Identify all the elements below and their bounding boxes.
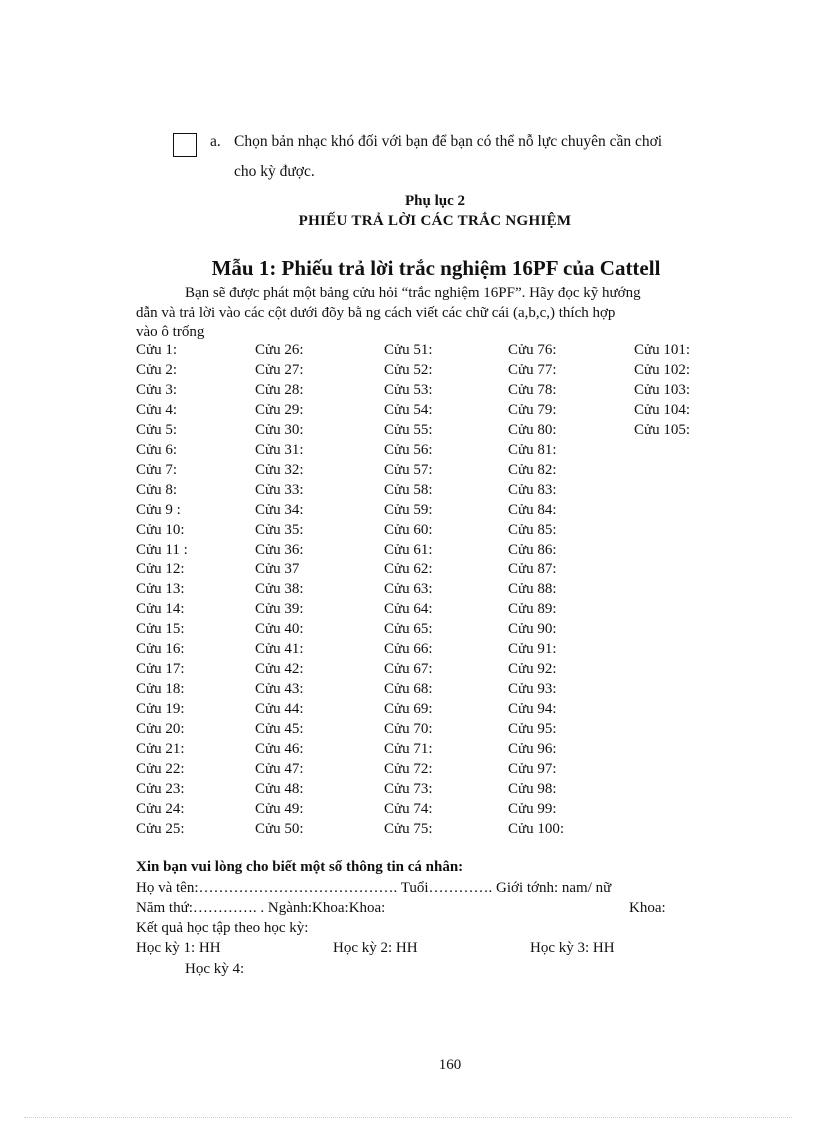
answer-item: Cửu 60: [384,521,433,538]
option-text-line2: cho kỳ được. [234,163,315,180]
option-text-line1: Chọn bản nhạc khó đối với bạn để bạn có thể nỗ lực chuyên cần chơi [234,133,663,150]
answer-item: Cửu 28: [255,381,304,398]
answer-item: Cửu 3: [136,381,178,398]
answer-item: Cửu 94: [508,701,557,718]
answer-item: Cửu 7: [136,461,178,478]
answer-item: Cửu 63: [384,581,433,598]
answer-item: Cửu 61: [384,541,433,558]
answer-item: Cửu 79: [508,401,557,418]
answer-item: Cửu 80: [508,421,557,438]
answer-item: Cửu 75: [384,820,433,837]
answer-item: Cửu 32: [255,461,304,478]
page-number: 160 [438,1057,462,1073]
answer-item: Cửu 26: [255,342,304,358]
answer-item: Cửu 47: [255,761,304,778]
answer-item: Cửu 88: [508,581,557,598]
khoa-label: Khoa: [629,900,666,916]
answer-item: Cửu 82: [508,461,557,478]
answer-item: Cửu 6: [136,441,178,458]
answer-item: Cửu 2: [136,361,178,378]
answer-item: Cửu 77: [508,361,557,378]
answer-item: Cửu 27: [255,361,304,378]
answer-item: Cửu 87: [508,561,557,578]
answer-item: Cửu 78: [508,381,557,398]
answer-item: Cửu 72: [384,761,433,778]
answer-item: Cửu 101: [634,342,691,358]
answer-item: Cửu 86: [508,541,557,558]
answer-item: Cửu 56: [384,441,433,458]
answer-item: Cửu 99: [508,800,557,817]
semester-3: Học kỳ 3: HH [530,940,615,956]
answer-item: Cửu 33: [255,481,304,498]
answer-item: Cửu 81: [508,441,557,458]
answer-item: Cửu 22: [136,761,185,778]
semester-4: Học kỳ 4: [185,961,245,977]
answer-item: Cửu 48: [255,780,304,797]
answer-item: Cửu 38: [255,581,304,598]
answer-item: Cửu 39: [255,601,304,618]
answer-item: Cửu 90: [508,621,557,638]
answer-item: Cửu 5: [136,421,178,438]
answer-item: Cửu 34: [255,501,304,518]
form-title: Mẫu 1: Phiếu trả lời trắc nghiệm 16PF của Cattell [211,256,661,280]
answer-item: Cửu 64: [384,601,433,618]
answer-column-5 [634,341,690,441]
answer-item: Cửu 14: [136,601,185,618]
answer-item: Cửu 83: [508,481,557,498]
answer-item: Cửu 12: [136,561,185,578]
answer-column-3 [384,341,433,840]
option-letter: a. [210,133,221,150]
intro-line1: Bạn sẽ được phát một bảng cửu hỏi “trắc nghiệm 16PF”. Hãy đọc kỹ hướng [185,285,641,301]
answer-item: Cửu 105: [634,421,691,438]
answer-item: Cửu 55: [384,421,433,438]
answer-item: Cửu 41: [255,641,304,658]
results-label: Kết quả học tập theo học kỳ: [136,920,309,936]
answer-item: Cửu 44: [255,701,304,718]
answer-item: Cửu 43: [255,681,304,698]
answer-item: Cửu 21: [136,741,185,758]
answer-item: Cửu 93: [508,681,557,698]
answer-item: Cửu 24: [136,800,185,817]
answer-item: Cửu 71: [384,741,433,758]
answer-item: Cửu 57: [384,461,433,478]
intro-line2: dẫn và trả lời vào các cột dưới đõy bằ ng cách viết các chữ cái (a,b,c,) thích hợp [136,305,616,321]
answer-item: Cửu 20: [136,721,185,738]
answer-item: Cửu 97: [508,761,557,778]
answer-item: Cửu 66: [384,641,433,658]
option-checkbox[interactable] [173,133,197,157]
semester-1: Học kỳ 1: HH [136,940,221,956]
answer-item: Cửu 58: [384,481,433,498]
answer-item: Cửu 62: [384,561,433,578]
answer-item: Cửu 74: [384,800,433,817]
answer-item: Cửu 40: [255,621,304,638]
answer-item: Cửu 9 : [136,501,181,518]
answer-item: Cửu 35: [255,521,304,538]
answer-item: Cửu 100: [508,820,565,837]
answer-item: Cửu 18: [136,681,185,698]
personal-info-heading: Xin bạn vui lòng cho biết một số thông tin cá nhân: [136,859,464,875]
answer-item: Cửu 36: [255,541,304,558]
answer-item: Cửu 85: [508,521,557,538]
answer-column-2 [255,341,304,840]
appendix-subtitle: PHIẾU TRẢ LỜI CÁC TRẮC NGHIỆM [298,213,572,229]
answer-item: Cửu 65: [384,621,433,638]
name-age-gender-line: Họ và tên:…………………………………. Tuổi…………. Giới tớnh: nam/ nữ [136,880,612,896]
answer-item: Cửu 15: [136,621,185,638]
answer-item: Cửu 31: [255,441,304,458]
answer-item: Cửu 42: [255,661,304,678]
answer-item: Cửu 92: [508,661,557,678]
answer-item: Cửu 84: [508,501,557,518]
answer-item: Cửu 76: [508,342,557,358]
year-major-line: Năm thứ:…………. . Ngành:Khoa:Khoa: [136,900,386,916]
answer-item: Cửu 59: [384,501,433,518]
answer-item: Cửu 69: [384,701,433,718]
answer-item: Cửu 49: [255,800,304,817]
answer-item: Cửu 53: [384,381,433,398]
answer-item: Cửu 103: [634,381,691,398]
answer-item: Cửu 104: [634,401,691,418]
answer-item: Cửu 23: [136,780,185,797]
answer-item: Cửu 8: [136,481,178,498]
answer-item: Cửu 4: [136,401,178,418]
answer-item: Cửu 102: [634,361,691,378]
answer-item: Cửu 51: [384,342,433,358]
answer-item: Cửu 54: [384,401,433,418]
answer-item: Cửu 13: [136,581,185,598]
answer-item: Cửu 25: [136,820,185,837]
answer-item: Cửu 91: [508,641,557,658]
answer-item: Cửu 10: [136,521,185,538]
answer-item: Cửu 29: [255,401,304,418]
answer-item: Cửu 19: [136,701,185,718]
answer-item: Cửu 70: [384,721,433,738]
answer-item: Cửu 68: [384,681,433,698]
answer-item: Cửu 30: [255,421,304,438]
answer-item: Cửu 16: [136,641,185,658]
answer-item: Cửu 98: [508,780,557,797]
answer-item: Cửu 11 : [136,541,188,558]
page-bottom-divider [24,1117,792,1118]
answer-item: Cửu 46: [255,741,304,758]
answer-column-4 [508,341,564,840]
appendix-label: Phụ lục 2 [404,193,465,209]
answer-item: Cửu 17: [136,661,185,678]
answer-item: Cửu 37 [255,561,300,578]
answer-item: Cửu 95: [508,721,557,738]
intro-line3: vào ô trống [136,324,205,340]
semester-2: Học kỳ 2: HH [333,940,418,956]
answer-item: Cửu 67: [384,661,433,678]
answer-item: Cửu 52: [384,361,433,378]
answer-item: Cửu 50: [255,820,304,837]
answer-item: Cửu 45: [255,721,304,738]
answer-item: Cửu 73: [384,780,433,797]
answer-item: Cửu 89: [508,601,557,618]
answer-item: Cửu 96: [508,741,557,758]
answer-column-1 [136,341,188,840]
answer-item: Cửu 1: [136,342,178,358]
